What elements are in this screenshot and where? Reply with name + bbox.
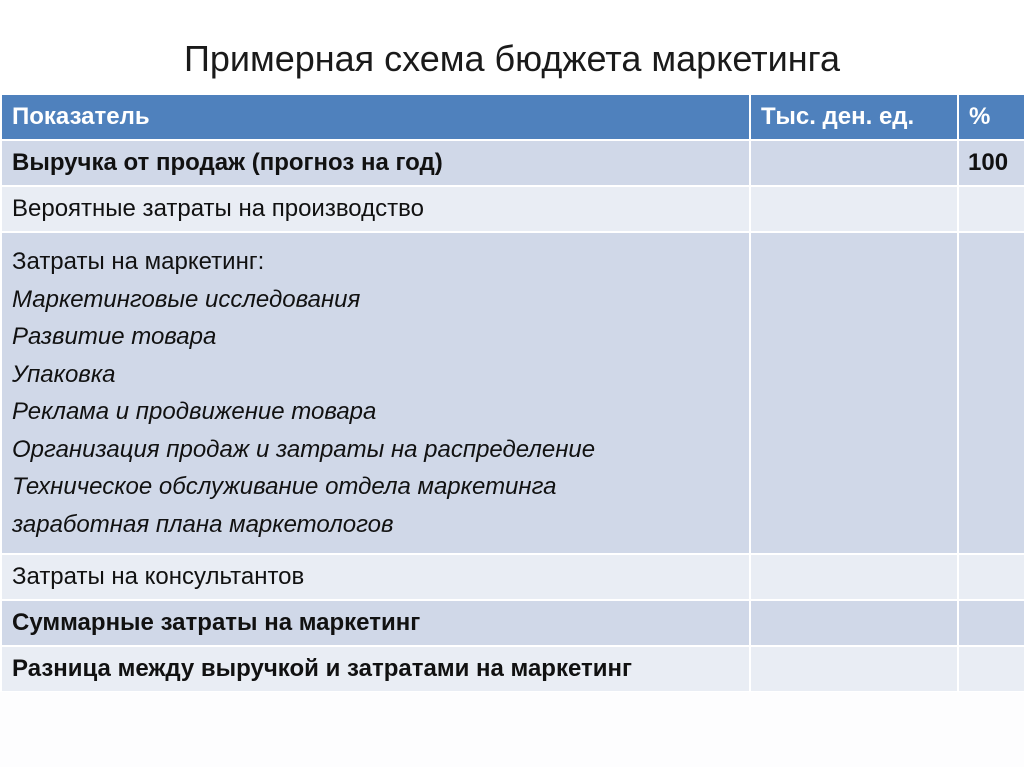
column-header-amount: Тыс. ден. ед. xyxy=(750,94,958,140)
slide-bottom-area xyxy=(0,692,1024,767)
page-title: Примерная схема бюджета маркетинга xyxy=(183,38,841,79)
table-row xyxy=(1,232,1024,554)
table-row xyxy=(1,554,1024,600)
row-percent xyxy=(958,646,1024,692)
row-label: Выручка от продаж (прогноз на год) xyxy=(1,140,750,186)
sub-item: Организация продаж и затраты на распределение xyxy=(12,435,596,463)
row-label: Разница между выручкой и затратами на маркетинг xyxy=(1,646,750,692)
row-percent xyxy=(958,232,1024,554)
row-label: Суммарные затраты на маркетинг xyxy=(1,600,750,646)
row-amount xyxy=(750,646,958,692)
row-percent xyxy=(958,554,1024,600)
column-header-percent: % xyxy=(958,94,1024,140)
table-row xyxy=(1,186,1024,232)
row-amount xyxy=(750,232,958,554)
row-label-group xyxy=(1,232,750,554)
row-percent xyxy=(958,600,1024,646)
row-amount xyxy=(750,140,958,186)
row-label: Затраты на маркетинг: xyxy=(12,248,265,275)
row-amount xyxy=(750,600,958,646)
row-label: Затраты на консультантов xyxy=(1,554,750,600)
row-amount xyxy=(750,554,958,600)
table-header-row xyxy=(1,94,1024,140)
table-row xyxy=(1,600,1024,646)
sub-item: Развитие товара xyxy=(12,323,217,350)
row-percent: 100 xyxy=(958,140,1024,186)
sub-item: Маркетинговые исследования xyxy=(12,285,361,313)
sub-item: Упаковка xyxy=(12,360,116,388)
row-percent xyxy=(958,186,1024,232)
table-row xyxy=(1,140,1024,186)
table-row xyxy=(1,646,1024,692)
row-label: Вероятные затраты на производство xyxy=(1,186,750,232)
sub-item: Техническое обслуживание отдела маркетинга xyxy=(12,473,557,500)
column-header-indicator: Показатель xyxy=(1,94,750,140)
row-amount xyxy=(750,186,958,232)
sub-item: заработная плана маркетологов xyxy=(12,510,394,538)
sub-item: Реклама и продвижение товара xyxy=(12,398,377,425)
budget-table xyxy=(0,93,1024,693)
